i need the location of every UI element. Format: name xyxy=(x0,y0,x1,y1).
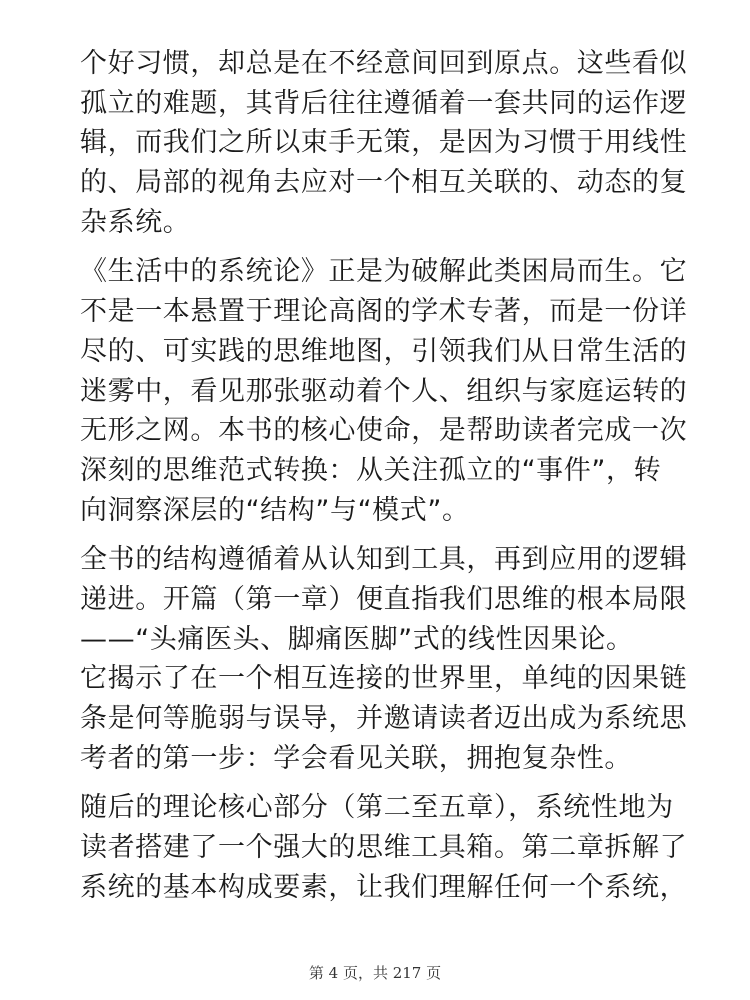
text-line: 向洞察深层的“结构”与“模式”。 xyxy=(80,494,470,526)
text-line: 递进。开篇（第一章）便直指我们思维的根本局限 xyxy=(80,583,688,615)
paragraph-1 xyxy=(80,44,700,242)
text-line: 深刻的思维范式转换：从关注孤立的“事件”，转 xyxy=(80,454,662,486)
text-line: 辑，而我们之所以束手无策，是因为习惯于用线性 xyxy=(80,127,688,159)
text-line: 不是一本悬置于理论高阁的学术专著，而是一份详 xyxy=(80,296,688,328)
paragraph-2 xyxy=(80,252,700,530)
text-line: 迷雾中，看见那张驱动着个人、组织与家庭运转的 xyxy=(80,375,688,407)
text-line: 无形之网。本书的核心使命，是帮助读者完成一次 xyxy=(80,415,688,447)
paragraph-4 xyxy=(80,788,700,907)
document-body xyxy=(80,44,700,917)
text-line: 随后的理论核心部分（第二至五章），系统性地为 xyxy=(80,792,674,824)
text-line: 条是何等脆弱与误导，并邀请读者迈出成为系统思 xyxy=(80,703,688,734)
text-line: 个好习惯，却总是在不经意间回到原点。这些看似 xyxy=(80,48,688,79)
text-line: 《生活中的系统论》正是为破解此类困局而生。它 xyxy=(80,256,688,288)
page-number-footer: 第 4 页，共 217 页 xyxy=(308,964,442,982)
text-line: ——“头痛医头、脚痛医脚”式的线性因果论。 xyxy=(80,623,634,655)
text-line: 孤立的难题，其背后往往遵循着一套共同的运作逻 xyxy=(80,87,688,119)
text-line: 它揭示了在一个相互连接的世界里，单纯的因果链 xyxy=(80,663,688,695)
text-line: 全书的结构遵循着从认知到工具，再到应用的逻辑 xyxy=(80,544,688,576)
text-line: 尽的、可实践的思维地图，引领我们从日常生活的 xyxy=(80,335,688,367)
text-line: 读者搭建了一个强大的思维工具箱。第二章拆解了 xyxy=(80,832,688,864)
text-line: 杂系统。 xyxy=(80,206,191,238)
text-line: 考者的第一步：学会看见关联，拥抱复杂性。 xyxy=(80,742,632,774)
text-line: 系统的基本构成要素，让我们理解任何一个系统， xyxy=(80,871,688,903)
text-line: 的、局部的视角去应对一个相互关联的、动态的复 xyxy=(80,167,688,199)
paragraph-3 xyxy=(80,540,700,778)
